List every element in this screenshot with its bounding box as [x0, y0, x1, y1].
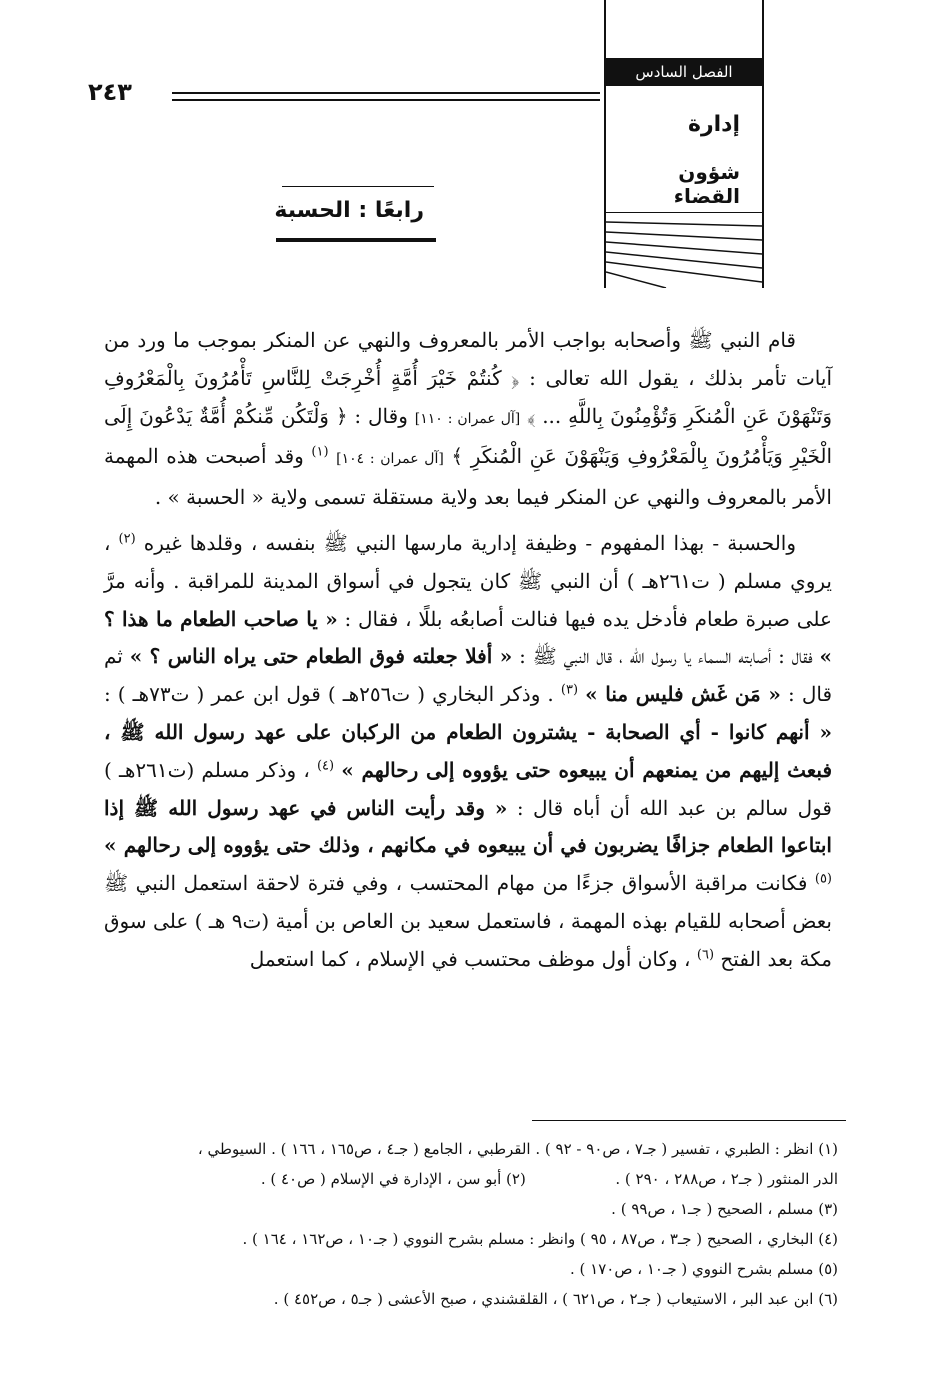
- section-rule-bottom: [276, 238, 436, 242]
- header-rule: [172, 99, 600, 101]
- paragraph-1: [104, 322, 832, 517]
- paragraph-2: [104, 525, 832, 979]
- chapter-title: إدارة: [687, 112, 740, 137]
- text-segment: وقال : ﴿ وَلْتَكُن مِّنكُمْ أُمَّةٌ يَدْعُونَ إِلَى الْخَيْرِ وَيَأْمُرُونَ بِالْمَعْرُوفِ وَيَنْهَوْنَ عَنِ الْمُنكَرِ ﴾: [104, 403, 833, 469]
- quote: « أنهم كانوا - أي الصحابة - يشترون الطعام من الركبان على عهد رسول الله ﷺ ، فبعث إليهم من يمنعهم أن يبيعوه حتى يؤووه إلى رحالهم »: [104, 719, 833, 782]
- chapter-tab-stripes: [606, 212, 762, 288]
- verse-reference: [آل عمران : ١٠٤]: [336, 451, 444, 468]
- section-rule-top: [282, 186, 434, 187]
- text-segment: ثم قال :: [104, 644, 833, 707]
- chapter-subtitle: شؤون القضاء: [673, 160, 740, 208]
- text-segment: ، وذكر مسلم (ت٢٦١هـ ) قول سالم بن عبد الله أن أباه قال :: [104, 757, 832, 820]
- footnote-marker: (٤): [316, 758, 335, 774]
- body-text: [104, 322, 832, 987]
- text-segment: ، وكان أول موظف محتسب في الإسلام ، كما استعمل: [249, 946, 691, 971]
- text-segment: فكانت مراقبة الأسواق جزءًا من مهام المحتسب ، وفي فترة لاحقة استعمل النبي ﷺ بعض أصحابه للقيام بهذه المهمة ، فاستعمل سعيد بن العاص بن أمية (ت٩ هـ ) على سوق مكة بعد الفتح: [104, 871, 832, 971]
- header-rule: [172, 92, 600, 94]
- quote: « مَن غَش فليس منا »: [585, 682, 781, 707]
- footnote-6: (٦) ابن عبد البر ، الاستيعاب ( جـ٢ ، ص٦٢١ ) ، القلقشندي ، صبح الأعشى ( جـ٥ ، ص٤٥٢ ) .: [273, 1290, 838, 1308]
- text-segment: والحسبة - بهذا المفهوم - وظيفة إدارية مارسها النبي ﷺ بنفسه ، وقلدها غيره: [143, 530, 797, 555]
- footnotes: [96, 1134, 838, 1314]
- footnote-4: (٤) البخاري ، الصحيح ( جـ٣ ، ص٨٧ ، ٩٥ ) وانظر : مسلم بشرح النووي ( جـ١٠ ، ص١٦٢ ، ١٦٤ ) .: [242, 1230, 838, 1248]
- chapter-label: الفصل السادس: [606, 58, 762, 86]
- footnote-marker: (١): [311, 444, 329, 460]
- chapter-tab: [604, 0, 764, 288]
- text-segment: وقد أصبحت هذه المهمة الأمر بالمعروف والنهي عن المنكر فيما بعد ولاية مستقلة تسمى ولاية « الحسبة » .: [104, 444, 832, 510]
- footnote-marker: (٢): [118, 531, 136, 547]
- quote: « وقد رأيت الناس في عهد رسول الله ﷺ إذا ابتاعوا الطعام جزافًا يضربون في أن يبيعوه في مكانهم ، وذلك حتى يؤووه إلى رحالهم »: [104, 795, 832, 858]
- footnote-line: [96, 1164, 838, 1194]
- footnote-1: (١) انظر : الطبري ، تفسير ( جـ٧ ، ص٩٠ - ٩٢ ) . القرطبي ، الجامع ( جـ٤ ، ص١٦٥ ، ١٦٦ ) . السيوطي ،: [197, 1140, 838, 1158]
- text-segment: قام النبي ﷺ وأصحابه بواجب الأمر بالمعروف والنهي عن المنكر بموجب ما ورد من آيات تأمر بذلك ، يقول الله تعالى : ﴿ كُنتُمْ خَيْرَ أُمَّةٍ أُخْرِجَتْ لِلنَّاسِ تَأْمُرُونَ بِالْمَعْرُوفِ وَتَنْهَوْنَ عَنِ الْمُنكَرِ وَتُؤْمِنُونَ بِاللَّهِ ... ﴾: [104, 328, 833, 428]
- footnote-3: (٣) مسلم ، الصحيح ( جـ١ ، ص٩٩ ) .: [611, 1200, 838, 1218]
- footnote-marker: (٦): [696, 947, 715, 963]
- footnote-marker: (٣): [560, 682, 579, 698]
- footnote-2: (٢) أبو سن ، الإدارة في الإسلام ( ص٤٠ ) .: [260, 1170, 526, 1188]
- text-segment: . وذكر البخاري ( ت٢٥٦هـ ) قول ابن عمر ( ت٧٣هـ ) :: [104, 682, 554, 707]
- page-number: ٢٤٣: [88, 78, 132, 106]
- footnote-marker: (٥): [814, 871, 832, 887]
- text-segment: ، يروي مسلم ( ت٢٦١هـ ) أن النبي ﷺ كان يتجول في أسواق المدينة للمراقبة . وأنه مرَّ على صبرة طعام فأدخل يده فيها فنالت أصابعُه بللًا ، فقال :: [104, 530, 832, 631]
- quote: « يا صاحب الطعام ما هذا ؟ »: [104, 606, 833, 669]
- footnote-5: (٥) مسلم بشرح النووي ( جـ١٠ ، ص١٧٠ ) .: [570, 1260, 838, 1278]
- verse-reference: [آل عمران : ١١٠]: [414, 410, 521, 427]
- footnote-1-continued: الدر المنثور ( جـ٢ ، ص٢٨٨ ، ٢٩٠ ) .: [615, 1170, 838, 1188]
- footnote-rule: [532, 1120, 846, 1121]
- quote: « أفلا جعلته فوق الطعام حتى يراه الناس ؟ »: [129, 644, 513, 669]
- text-segment: فقال : أصابته السماء يا رسول الله ، قال النبي ﷺ :: [519, 644, 813, 669]
- section-title: رابعًا : الحسبة: [274, 198, 424, 223]
